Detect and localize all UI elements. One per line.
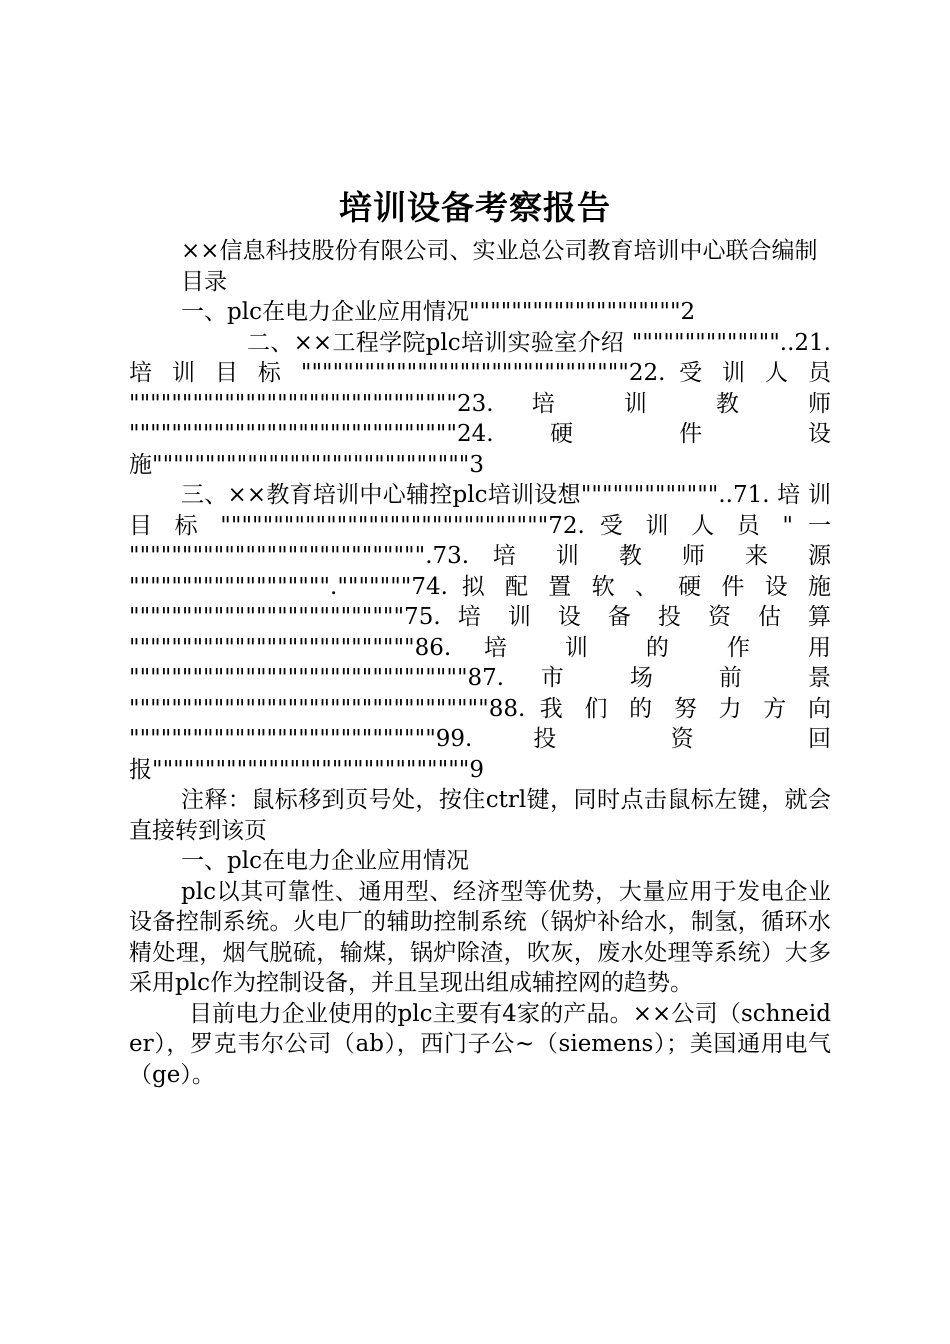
toc-entry-section-1[interactable]: 一、plc在电力企业应用情况""""""""""""""""""""2 — [181, 299, 696, 325]
toc-entry-section-3[interactable]: 三、××教育培训中心辅控plc培训设想"""""""""""""..71. 培 训 目 标 """""""""""""""""""""""""""""""72. 受 训 人 员 " 一 """""""""""""""""""""""""""".73. 培 训 教 师 来 源 """""""""""""""""""."""""""74. 拟 配 置 软 、 硬 件 设 施 """"""""""""""""""""""""""75. 培 训 设 备 投 资 估 算 """""""""""""""""""""""""""86. 培 训 的 作 用 """"""""""""""""""""""""""""""""87. 市 场 前 景 """"""""""""""""""""""""""""""""""88. 我 们 的 努 力 方 向 """""""""""""""""""""""""""""99. 投 资 回 报""""""""""""""""""""""""""""""9 — [129, 482, 831, 783]
document-title: 培训设备考察报告 — [339, 188, 611, 227]
body-paragraph: 目前电力企业使用的plc主要有4家的产品。××公司（schneider），罗克韦尔公司（ab），西门子公~（siemens）；美国通用电气（ge）。 — [129, 1000, 831, 1088]
toc-entry-section-2[interactable]: 二、××工程学院plc培训实验室介绍 """"""""""""""..21. 培 训 目 标 """""""""""""""""""""""""""""""22. 受 训 人 员 """""""""""""""""""""""""""""""23. 培 训 教 师 """""""""""""""""""""""""""""""24. 硬 件 设 施""""""""""""""""""""""""""""""3 — [129, 329, 831, 478]
document-body — [129, 236, 831, 1090]
toc-heading: 目录 — [181, 268, 227, 295]
section-heading: 一、plc在电力企业应用情况 — [181, 848, 469, 874]
body-paragraph: plc以其可靠性、通用型、经济型等优势，大量应用于发电企业设备控制系统。火电厂的辅助控制系统（锅炉补给水，制氢，循环水精处理，烟气脱硫，输煤，锅炉除渣，吹灰，废水处理等系统）大多采用plc作为控制设备，并且呈现出组成辅控网的趋势。 — [129, 878, 831, 996]
compiler-paragraph: ××信息科技股份有限公司、实业总公司教育培训中心联合编制 — [181, 238, 818, 264]
note-paragraph: 注释：鼠标移到页号处，按住ctrl键，同时点击鼠标左键，就会直接转到该页 — [129, 787, 831, 844]
